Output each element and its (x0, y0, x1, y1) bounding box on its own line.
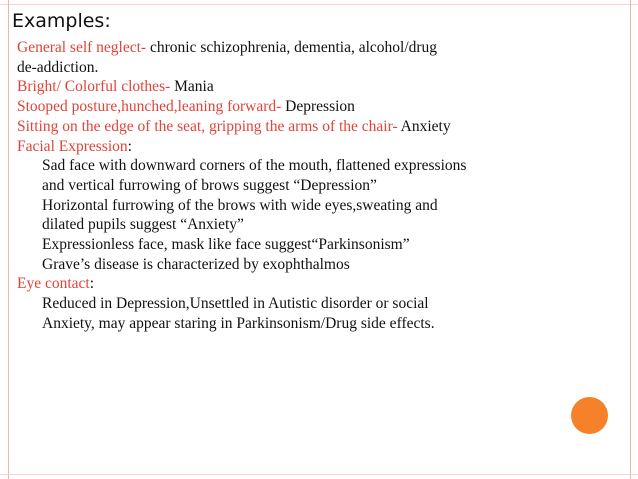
term: Facial Expression (17, 137, 128, 155)
orange-circle-decoration (571, 397, 608, 434)
slide-content (12, 8, 627, 334)
description: Sad face with downward corners of the mouth, flattened expressions (42, 157, 467, 175)
term: General self neglect- (17, 39, 147, 56)
line-de-addiction (17, 58, 627, 78)
description: dilated pupils suggest “Anxiety” (42, 216, 244, 234)
term: Bright/ Colorful clothes- (17, 78, 171, 96)
line-horizontal-furrowing (42, 196, 627, 216)
line-general-self-neglect (17, 38, 627, 58)
frame-bottom-rule (0, 474, 638, 475)
description: : (89, 275, 95, 293)
line-dilated-pupils (42, 215, 627, 235)
term: Sitting on the edge of the seat, gripping the arms of the chair- (17, 117, 398, 135)
line-graves-disease (42, 255, 627, 275)
frame-left-rule (8, 0, 9, 479)
description: Anxiety (397, 117, 451, 135)
line-vertical-furrowing (42, 176, 627, 196)
description: Mania (170, 78, 214, 96)
description: Grave’s disease is characterized by exophthalmos (42, 255, 350, 273)
description: Reduced in Depression,Unsettled in Autistic disorder or social (42, 295, 429, 313)
frame-right-rule (630, 0, 631, 479)
description: : (127, 137, 132, 155)
line-stooped-posture (17, 97, 627, 117)
description: Expressionless face, mask like face suggest“Parkinsonism” (42, 236, 410, 254)
description: Depression (281, 98, 355, 116)
line-eye-contact (17, 274, 627, 294)
description: de-addiction. (17, 58, 99, 76)
term: Stooped posture,hunched,leaning forward- (17, 98, 282, 116)
line-reduced-depression (42, 294, 627, 314)
line-sitting-edge (17, 117, 627, 137)
description: Horizontal furrowing of the brows with wide eyes,sweating and (42, 196, 438, 214)
line-bright-clothes (17, 77, 627, 97)
description: Anxiety, may appear staring in Parkinsonism/Drug side effects. (42, 314, 435, 332)
line-sad-face (42, 156, 627, 176)
line-anxiety-staring (42, 314, 627, 334)
slide-heading: Examples: (12, 10, 111, 32)
description: and vertical furrowing of brows suggest “Depression” (42, 176, 377, 194)
line-facial-expression (17, 137, 627, 157)
description: chronic schizophrenia, dementia, alcohol/drug (146, 39, 438, 56)
line-expressionless-face (42, 235, 627, 255)
frame-top-rule (0, 4, 638, 5)
term: Eye contact (17, 275, 90, 293)
